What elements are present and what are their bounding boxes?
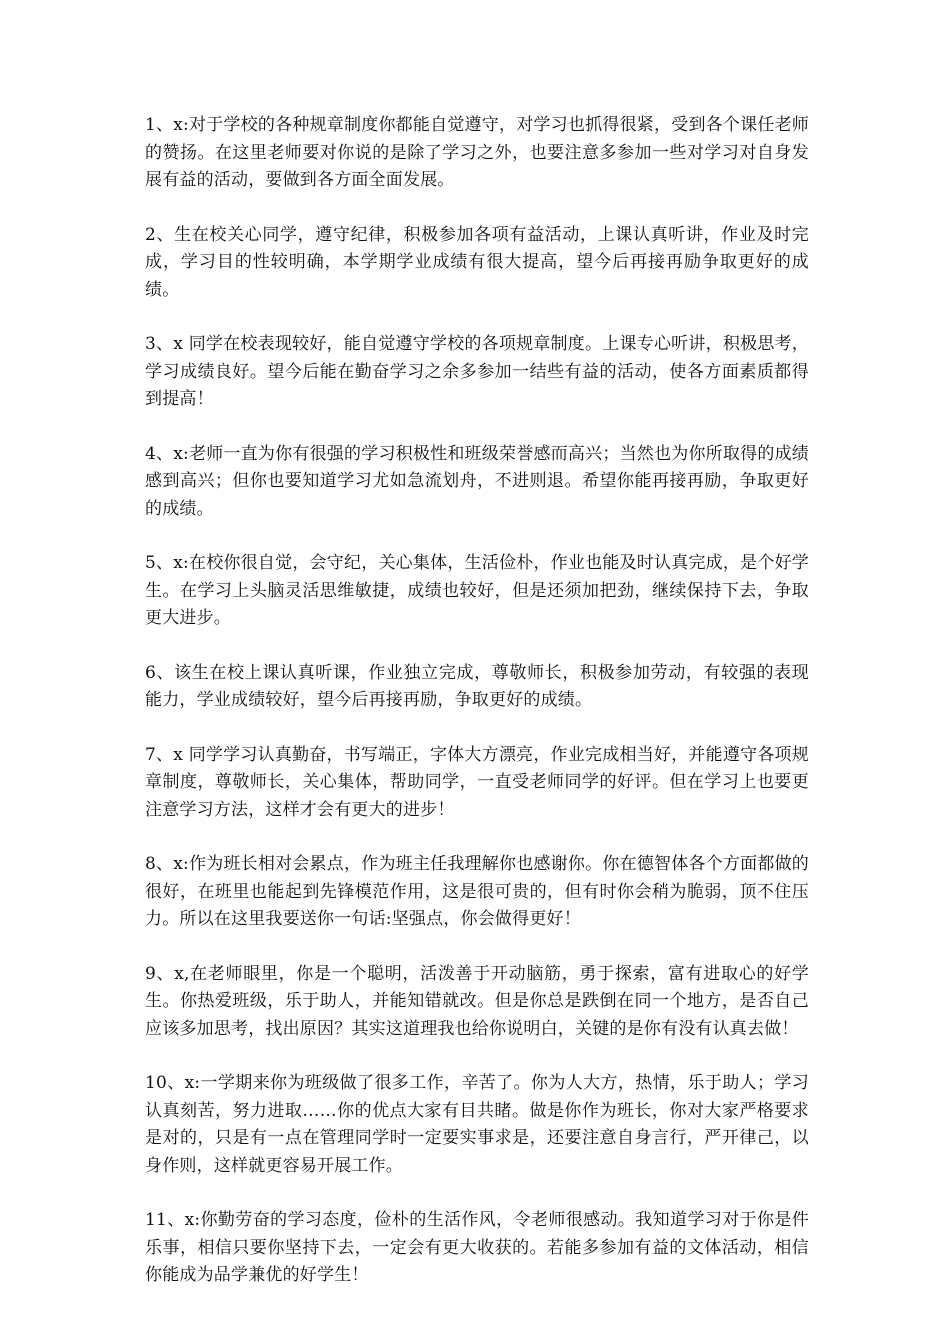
comment-paragraph-4: 4、x:老师一直为你有很强的学习积极性和班级荣誉感而高兴；当然也为你所取得的成绩感到高兴；但你也要知道学习尤如急流划舟，不进则退。希望你能再接再励，争取更好的成绩。 [145, 443, 809, 519]
comment-paragraph-6: 6、该生在校上课认真听课，作业独立完成，尊敬师长，积极参加劳动，有较强的表现能力，学业成绩较好，望今后再接再励，争取更好的成绩。 [145, 662, 809, 710]
comment-paragraph-11: 11、x:你勤劳奋的学习态度，俭朴的生活作风，令老师很感动。我知道学习对于你是件乐事，相信只要你坚持下去，一定会有更大收获的。若能多参加有益的文体活动，相信你能成为品学兼优的好学生！ [145, 1210, 809, 1285]
comment-paragraph-10: 10、x:一学期来你为班级做了很多工作，辛苦了。你为人大方，热情，乐于助人；学习认真刻苦，努力进取……你的优点大家有目共睹。做是你作为班长，你对大家严格要求是对的，只是有一点在管理同学时一定要实事求是，还要注意自身言行，严开律己，以身作则，这样就更容易开展工作。 [145, 1073, 809, 1176]
document-body [145, 112, 809, 1317]
comment-paragraph-7: 7、x 同学学习认真勤奋，书写端正，字体大方漂亮，作业完成相当好，并能遵守各项规章制度，尊敬师长，关心集体，帮助同学，一直受老师同学的好评。但在学习上也要更注意学习方法，这样才会有更大的进步！ [145, 744, 809, 820]
comment-paragraph-3: 3、x 同学在校表现较好，能自觉遵守学校的各项规章制度。上课专心听讲，积极思考，学习成绩良好。望今后能在勤奋学习之余多参加一结些有益的活动，使各方面素质都得到提高！ [145, 334, 809, 409]
comment-paragraph-2: 2、生在校关心同学，遵守纪律，积极参加各项有益活动，上课认真听讲，作业及时完成，学习目的性较明确，本学期学业成绩有很大提高，望今后再接再励争取更好的成绩。 [145, 224, 809, 300]
comment-paragraph-9: 9、x,在老师眼里，你是一个聪明，活泼善于开动脑筋，勇于探索，富有进取心的好学生。你热爱班级，乐于助人，并能知错就改。但是你总是跌倒在同一个地方，是否自己应该多加思考，找出原因？其实这道理我也给你说明白，关键的是你有没有认真去做！ [145, 963, 809, 1039]
comment-paragraph-8: 8、x:作为班长相对会累点，作为班主任我理解你也感谢你。你在德智体各个方面都做的很好，在班里也能起到先锋模范作用，这是很可贵的，但有时你会稍为脆弱，顶不住压力。所以在这里我要送你一句话:坚强点，你会做得更好！ [145, 854, 809, 929]
comment-paragraph-5: 5、x:在校你很自觉，会守纪，关心集体，生活俭朴，作业也能及时认真完成，是个好学生。在学习上头脑灵活思维敏捷，成绩也较好，但是还须加把劲，继续保持下去，争取更大进步。 [145, 553, 809, 628]
comment-paragraph-1: 1、x:对于学校的各种规章制度你都能自觉遵守，对学习也抓得很紧，受到各个课任老师的赞扬。在这里老师要对你说的是除了学习之外，也要注意多参加一些对学习对自身发展有益的活动，要做到各方面全面发展。 [145, 115, 809, 190]
